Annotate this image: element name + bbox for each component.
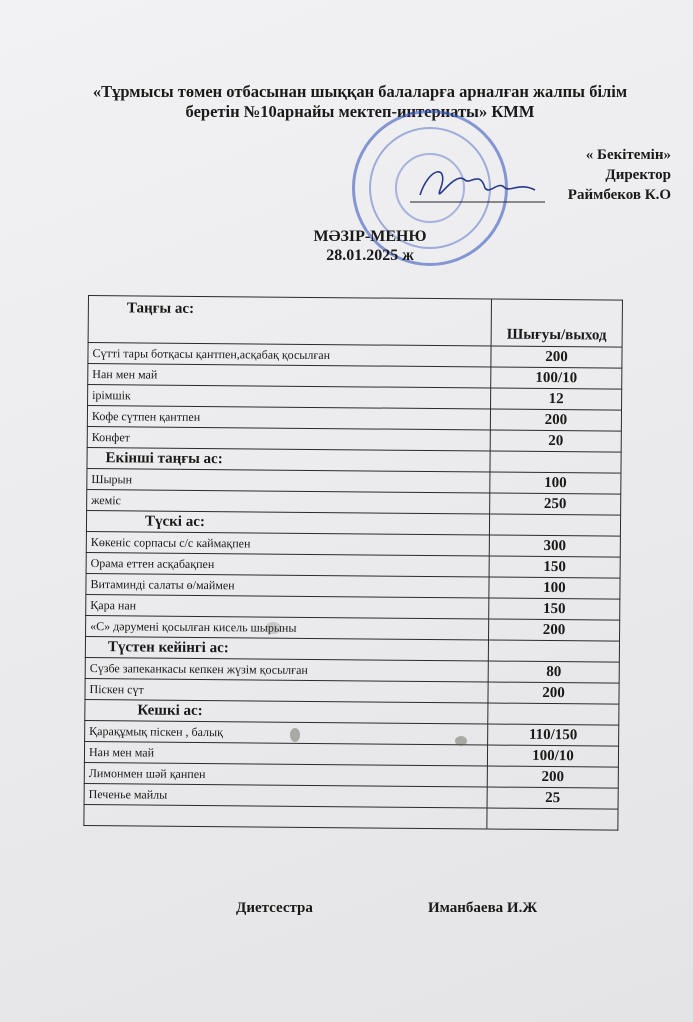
dish-name: Витаминді салаты ө/маймен [86, 573, 489, 598]
output-value: 300 [489, 535, 620, 557]
output-value: 12 [491, 388, 622, 410]
dish-name: Печенье майлы [84, 783, 487, 808]
menu-date: 28.01.2025 ж [326, 247, 414, 264]
output-value: 100 [490, 472, 621, 494]
footer-role: Диетсестра [236, 900, 313, 916]
section-title: Түскі ас: [86, 510, 489, 535]
stain [455, 736, 467, 746]
dish-name: Шырын [87, 468, 490, 493]
org-name-line2: беретін №10арнайы мектеп-интернаты» КММ [185, 102, 535, 121]
output-column-header: Шығуы/выход [491, 299, 622, 347]
output-value [488, 703, 619, 725]
stain [290, 728, 300, 742]
dish-name [84, 804, 487, 829]
footer-name: Иманбаева И.Ж [428, 900, 538, 916]
output-value: 250 [490, 493, 621, 515]
output-value: 200 [487, 766, 618, 788]
output-value: 150 [489, 556, 620, 578]
menu-table [83, 295, 623, 831]
table-header-row [88, 296, 622, 348]
output-value: 200 [491, 346, 622, 368]
output-value: 200 [489, 619, 620, 641]
dish-name: «С» дәрумені қосылған кисель шырыны [86, 615, 489, 640]
dish-name: Нан мен май [88, 364, 491, 389]
section-title: Кешкі ас: [85, 699, 488, 724]
output-value [489, 514, 620, 536]
output-value: 100/10 [491, 367, 622, 389]
output-value: 200 [490, 409, 621, 431]
dish-name: Сүтті тары ботқасы қантпен,асқабақ қосылған [88, 343, 491, 368]
org-name-line1: «Тұрмысы төмен отбасынан шыққан балаларға арналған жалпы білім [92, 82, 628, 101]
dish-name: Піскен сүт [85, 678, 488, 703]
output-value: 80 [488, 661, 619, 683]
signature [410, 160, 550, 210]
dish-name: Қарақұмық піскен , балық [85, 720, 488, 745]
stain [265, 622, 281, 634]
dish-name: Кофе сүтпен қантпен [87, 406, 490, 431]
section-title: Екінші таңғы ас: [87, 447, 490, 472]
section-breakfast: Таңғы ас: [88, 296, 491, 347]
director-name: Раймбеков К.О [567, 187, 671, 203]
approval-label: « Бекітемін» [585, 147, 671, 163]
dish-name: Нан мен май [84, 741, 487, 766]
dish-name: Орама еттен асқабақпен [86, 552, 489, 577]
dish-name: Сүзбе запеканкасы кепкен жүзім қосылған [85, 657, 488, 682]
dish-name: Қара нан [86, 594, 489, 619]
output-value: 100/10 [487, 745, 618, 767]
dish-name: жеміс [87, 489, 490, 514]
dish-name: Конфет [87, 426, 490, 451]
table-row [84, 804, 618, 830]
dish-name: ірімшік [88, 385, 491, 410]
output-value: 25 [487, 787, 618, 809]
output-value [487, 808, 618, 830]
output-value: 110/150 [488, 724, 619, 746]
output-value: 200 [488, 682, 619, 704]
output-value: 100 [489, 577, 620, 599]
dish-name: Лимонмен шәй қанпен [84, 762, 487, 787]
output-value: 150 [489, 598, 620, 620]
section-title: Түстен кейінгі ас: [85, 636, 488, 661]
output-value: 20 [490, 430, 621, 452]
output-value [488, 640, 619, 662]
dish-name: Көкеніс сорпасы с/с каймақпен [86, 531, 489, 556]
director-position: Директор [605, 167, 671, 183]
output-value [490, 451, 621, 473]
menu-title: МӘЗІР-МЕНЮ [313, 228, 427, 245]
